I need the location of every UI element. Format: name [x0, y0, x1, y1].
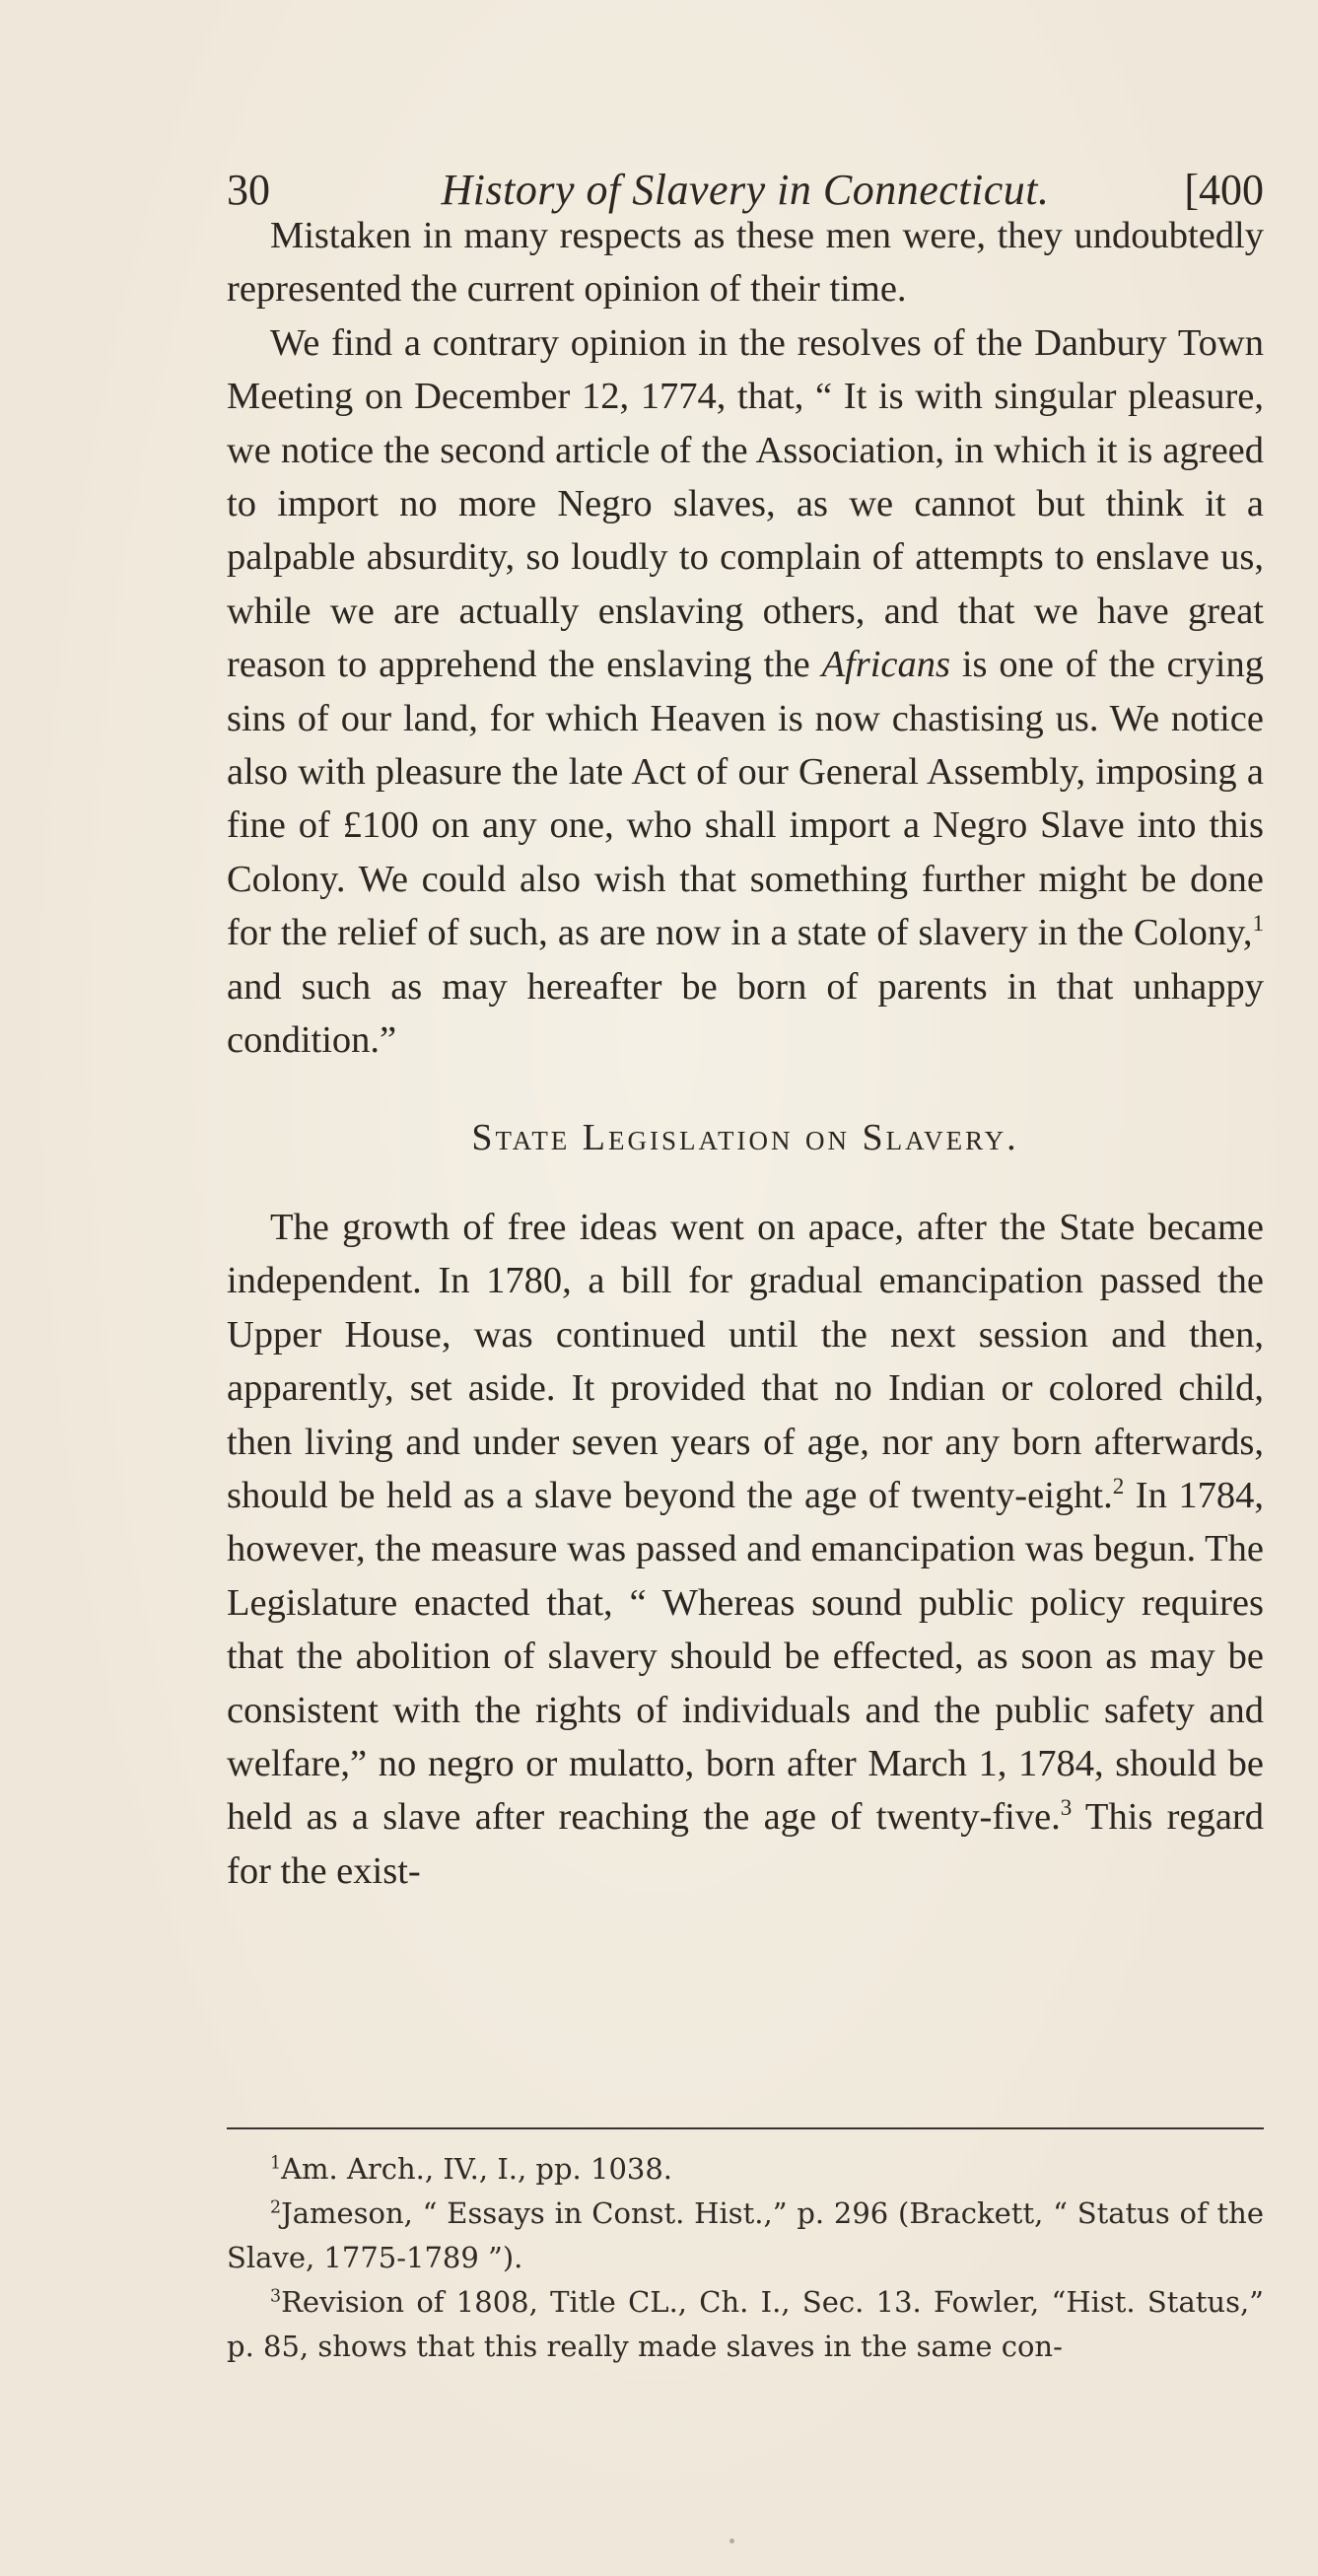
- footnote-text: Jameson, “ Essays in Const. Hist.,” p. 296 (Brackett, “ Status of the Slave, 1775-1789 ”).: [227, 2196, 1264, 2274]
- footnote-2: [227, 2192, 1264, 2280]
- paper-speck: [729, 2539, 734, 2543]
- text-block-bottom: [227, 1201, 1264, 1898]
- footnote-divider: [227, 2127, 1264, 2129]
- original-page-ref: [400: [1184, 166, 1264, 214]
- paragraph-2-text-cont: is one of the crying sins of our land, for which Heaven is now chastising us. We notice also with pleasure the late Act of our General Assembly, imposing a fine of £100 on any one, who shall import a Negro Slave into this Colony. We could also wish that something further might be done for the relief of such, as are now in a state of slavery in the Colony,: [227, 644, 1264, 954]
- italic-africans: Africans: [821, 644, 950, 686]
- footnote-mark: 2: [270, 2197, 282, 2218]
- page-number: 30: [227, 166, 270, 214]
- paragraph-2-text-end: and such as may hereafter be born of parents in that unhappy condition.”: [227, 965, 1264, 1062]
- footnote-1: [227, 2147, 1264, 2192]
- footnote-ref-1[interactable]: 1: [1252, 910, 1264, 937]
- footnote-ref-2[interactable]: 2: [1112, 1473, 1125, 1499]
- section-heading: State Legislation on Slavery.: [471, 1117, 1019, 1158]
- paragraph-3-text: The growth of free ideas went on apace, after the State became independent. In 1780, a bill for gradual emancipation passed the Upper House, was continued until the next session and then, apparently, set aside. It provided that no Indian or colored child, then living and under seven years of age, nor any born afterwards, should be held as a slave beyond the age of twenty-eight.: [227, 1207, 1264, 1517]
- paragraph-2-text: We find a contrary opinion in the resolves of the Danbury Town Meeting on December 12, 1774, that, “ It is with singular pleasure, we notice the second article of the Association, in which it is agreed to import no more Negro slaves, as we cannot but think it a palpable absurdity, so loudly to complain of attempts to enslave us, while we are actually enslaving others, and that we have great reason to apprehend the enslaving the: [227, 321, 1264, 686]
- paragraph-3: [227, 1201, 1264, 1898]
- footnote-3: [227, 2280, 1264, 2369]
- footnote-mark: 3: [270, 2286, 282, 2307]
- footnotes: [227, 2147, 1264, 2369]
- paragraph-2: [227, 316, 1264, 1068]
- running-title: History of Slavery in Connecticut.: [441, 166, 1050, 214]
- footnote-ref-3[interactable]: 3: [1060, 1794, 1073, 1821]
- paragraph-3-text-cont: In 1784, however, the measure was passed and emancipation was begun. The Legislature enacted that, “ Whereas sound public policy requires that the abolition of slavery should be effected, as soon as may be consistent with the rights of individuals and the public safety and welfare,” no negro or mulatto, born after March 1, 1784, should be held as a slave after reaching the age of twenty-five.: [227, 1475, 1264, 1839]
- footnote-mark: 1: [270, 2153, 282, 2174]
- text-block-top: [227, 209, 1264, 1068]
- paragraph-1: [227, 209, 1264, 316]
- footnote-text: Revision of 1808, Title CL., Ch. I., Sec. 13. Fowler, “Hist. Status,” p. 85, shows that this really made slaves in the same con-: [227, 2285, 1264, 2363]
- paragraph-1-text: Mistaken in many respects as these men were, they undoubtedly represented the current opinion of their time.: [227, 215, 1264, 311]
- paragraph-3-text-end: This regard for the exist-: [227, 1796, 1264, 1892]
- footnote-text: Am. Arch., IV., I., pp. 1038.: [281, 2152, 673, 2186]
